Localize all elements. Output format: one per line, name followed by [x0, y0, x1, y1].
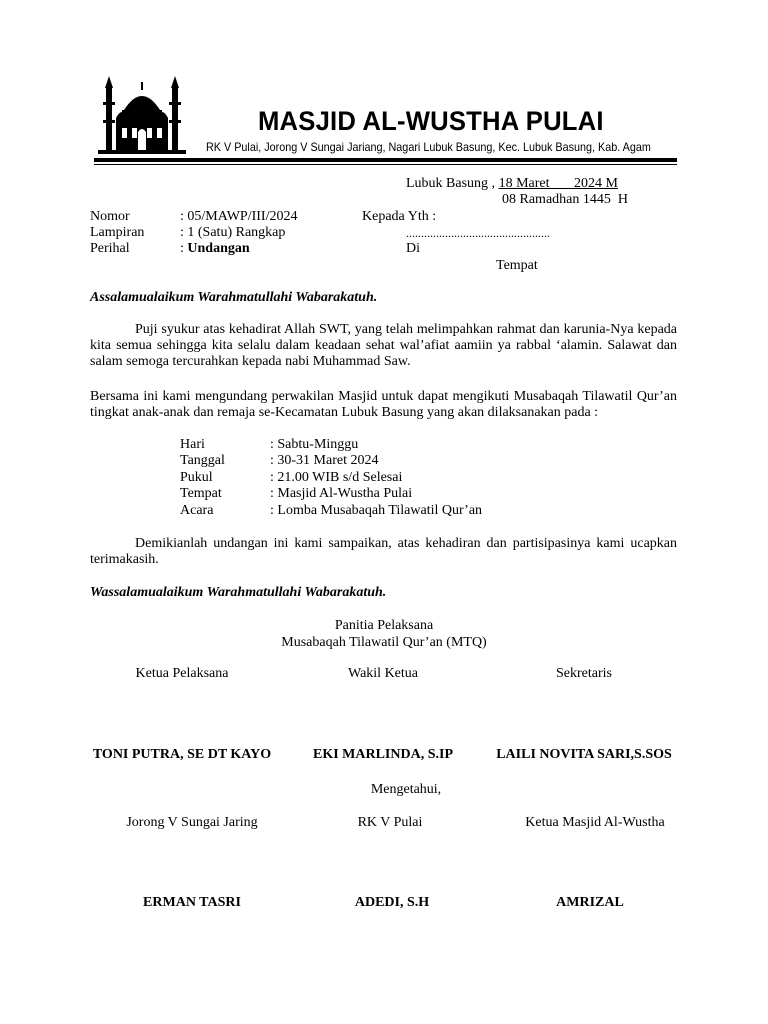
detail-tempat-value: : Masjid Al-Wustha Pulai: [270, 486, 413, 501]
salam-closing: Wassalamualaikum Warahmatullahi Wabarakatuh.: [90, 585, 387, 600]
role-sekretaris: Sekretaris: [556, 666, 612, 681]
letter-date: [406, 176, 618, 192]
detail-acara-value: : Lomba Musabaqah Tilawatil Qur’an: [270, 503, 483, 518]
perihal-label: Perihal: [90, 241, 130, 256]
detail-hari-value: : Sabtu-Minggu: [270, 437, 359, 452]
date-hijri: 08 Ramadhan 1445 H: [502, 192, 628, 207]
detail-tempat-label: Tempat: [180, 486, 222, 501]
date-place: Lubuk Basung ,: [406, 176, 496, 191]
role-jorong: Jorong V Sungai Jaring: [126, 815, 258, 830]
paragraph-intro: Puji syukur atas kehadirat Allah SWT, yang telah melimpahkan rahmat dan karunia-Nya kepada kita semua sehingga kita selalu dalam keadaan sehat wal’afiat aamiin ya rabbal ‘alamin. Salawat dan salam semoga tercurahkan kepada nabi Muhammad Saw.: [90, 322, 677, 369]
name-wakil-ketua: EKI MARLINDA, S.IP: [312, 747, 453, 762]
header-rule: [94, 158, 677, 162]
name-ketua-pelaksana: TONI PUTRA, SE DT KAYO: [92, 747, 272, 762]
committee-subtitle: Musabaqah Tilawatil Qur’an (MTQ): [281, 635, 487, 650]
nomor-label: Nomor: [90, 209, 130, 224]
detail-pukul-label: Pukul: [180, 470, 213, 485]
salam-opening: Assalamualaikum Warahmatullahi Wabarakatuh.: [90, 290, 378, 305]
lampiran-label: Lampiran: [90, 225, 145, 240]
role-wakil-ketua: Wakil Ketua: [347, 666, 418, 681]
role-ketua-masjid: Ketua Masjid Al-Wustha: [525, 815, 665, 830]
mengetahui-label: Mengetahui,: [370, 782, 442, 797]
header-rule-thin: [94, 164, 677, 165]
recipient-tempat: Tempat: [496, 258, 538, 273]
detail-pukul-value: : 21.00 WIB s/d Selesai: [270, 470, 403, 485]
perihal-value: Undangan: [187, 241, 250, 256]
paragraph-invitation: Bersama ini kami mengundang perwakilan Masjid untuk dapat mengikuti Musabaqah Tilawatil Qur’an tingkat anak-anak dan remaja se-Kecamatan Lubuk Basung yang akan dilaksanakan pada :: [90, 389, 677, 420]
nomor-value: : 05/MAWP/III/2024: [180, 209, 298, 224]
organization-name: MASJID AL-WUSTHA PULAI: [258, 106, 604, 136]
lampiran-value: : 1 (Satu) Rangkap: [180, 225, 286, 240]
role-rk: RK V Pulai: [357, 815, 423, 830]
detail-tanggal-label: Tanggal: [180, 453, 225, 468]
perihal-field: [180, 241, 250, 257]
detail-acara-label: Acara: [180, 503, 214, 518]
perihal-colon: :: [180, 241, 188, 256]
paragraph-closing: Demikianlah undangan ini kami sampaikan, atas kehadiran dan partisipasinya kami ucapkan terimakasih.: [90, 536, 677, 567]
role-ketua-pelaksana: Ketua Pelaksana: [135, 666, 229, 681]
recipient-di: Di: [406, 241, 420, 256]
recipient-to: Kepada Yth :: [362, 209, 437, 224]
mosque-logo-icon: [94, 74, 190, 156]
name-ketua-masjid: AMRIZAL: [556, 895, 624, 910]
detail-tanggal-value: : 30-31 Maret 2024: [270, 453, 379, 468]
name-sekretaris: LAILI NOVITA SARI,S.SOS: [496, 747, 672, 762]
date-gregorian: 18 Maret 2024 M: [498, 176, 618, 191]
recipient-dots: ................................................: [406, 226, 550, 240]
committee-title: Panitia Pelaksana: [334, 618, 434, 633]
name-jorong: ERMAN TASRI: [143, 895, 241, 910]
organization-address: RK V Pulai, Jorong V Sungai Jariang, Nagari Lubuk Basung, Kec. Lubuk Basung, Kab. Agam: [206, 140, 651, 154]
detail-hari-label: Hari: [180, 437, 205, 452]
name-rk: ADEDI, S.H: [354, 895, 430, 910]
